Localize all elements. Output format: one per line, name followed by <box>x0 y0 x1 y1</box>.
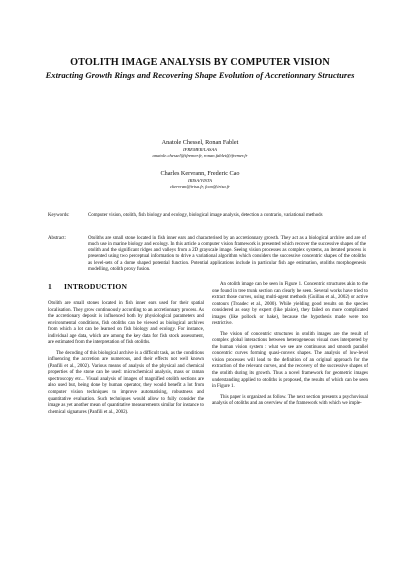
body-paragraph: The vision of concentric structures in otolith images are the result of complex global interactions between heterogeneous visual cues interpreted by the human vision system : what we see are continuous and smooth parallel concentric curves forming quasi-convex shapes. The analysis of low-level vision processes will lead to the definition of an original approach for the extraction of the relevant curves, and the recovery of the successive shapes of the otolith during its growth. Thus a novel framework for geometric images understanding applied to otoliths is proposed, the results of which can be seen in Figure 1. <box>212 331 368 390</box>
right-column <box>212 282 368 412</box>
body-paragraph: This paper is organized as follow. The next section presents a psychovisual analysis of otoliths and an overview of the framework with which we imple- <box>212 394 368 407</box>
body-paragraph: An otolith image can be seen in Figure 1. Concentric structures akin to the one found in tree trunk section can clearly be seen. Several works have tried to extract those curves, using multi-agent methods (Guillau et al., 2002) or active contours (Troadec et al., 2000). While yielding good results on the species considered as easy by expert (like plaice), they failed on more complicated images (like pollock or hake), because the hypothesis made were too restrictive. <box>212 282 368 327</box>
author-email: anatole.chessel@ifremer.fr, ronan.fablet@ifremer.fr <box>152 153 248 158</box>
abstract-text: Otoliths are small stone located in fish inner ears and characterised by an accretionnary growth. They act as a biological archive and are of much use in marine biology and ecology. In this article a computer vision framework is presented which recover the successive shapes of the otolith and the significant ridges and valleys from a 2D grayscale image. Seeing vision processes as complex systems, an iterated process is presented using two perceptual information to drive a variational algorithm which considers the successive concentric shapes of the otoliths as level-sets of a dome shaped potential function. Potential applications include in particular fish age estimation, otoliths morphogenesis modelling, otolith proxy fusion. <box>88 236 366 272</box>
author-affiliation: IFREMER/LASAA <box>183 147 217 152</box>
author-names: Anatole Chessel, Ronan Fablet <box>161 139 239 146</box>
paper-title: OTOLITH IMAGE ANALYSIS BY COMPUTER VISION <box>70 57 330 68</box>
abstract-label: Abstract: <box>48 236 66 241</box>
author-names: Charles Kervrann, Frederic Cao <box>160 170 240 177</box>
paper-subtitle: Extracting Growth Rings and Recovering Shape Evolution of Accretionnary Structures <box>45 70 355 80</box>
keywords-label: Keywords: <box>48 213 70 218</box>
author-block-1 <box>80 139 320 159</box>
section-title: INTRODUCTION <box>64 282 128 291</box>
left-column <box>48 301 204 420</box>
keywords-text: Computer vision, otolith, fish biology and ecology, biological image analysis, detection a contrario, variational methods <box>88 213 323 218</box>
section-heading <box>48 282 127 291</box>
section-number: 1 <box>48 282 52 291</box>
body-paragraph: The decoding of this biological archive is a difficult task, as the conditions influencing the accretion are numerous, and their effects not well known (Panfili et al., 2002). Various means of analysis of the physical and chemical properties of the stone can be used: microchemical analysis, mass or raman spectroscopy etc... Visual analysis of images of magnified otolith sections are also used but, being done by human operator, they would benefit a lot from computer vision techniques to improve automatising, robustness and quantitative evaluation. Such techniques would allow to fully consider the image as yet another mean of quantitative measurements similar for instance to chemical signatures (Panfili et al., 2002). <box>48 350 204 415</box>
author-email: ckervran@irisa.fr, fcao@irisa.fr <box>170 184 230 189</box>
author-affiliation: IRISA/VISTA <box>188 178 212 183</box>
body-paragraph: Otolith are small stones located in fish inner ears used for their spatial localisation. They grow continuously according to an accretionnary process. As the accretionary deposit is influenced both by physiological parameters and environmental conditions, fish otoliths can be viewed as biological archives from which a lot can be learned on fish biology and ecology. For instance, individual age data, which are among the key data for fish stock assessment, are estimated from the interpretation of fish otoliths. <box>48 301 204 346</box>
author-block-2 <box>80 170 320 190</box>
